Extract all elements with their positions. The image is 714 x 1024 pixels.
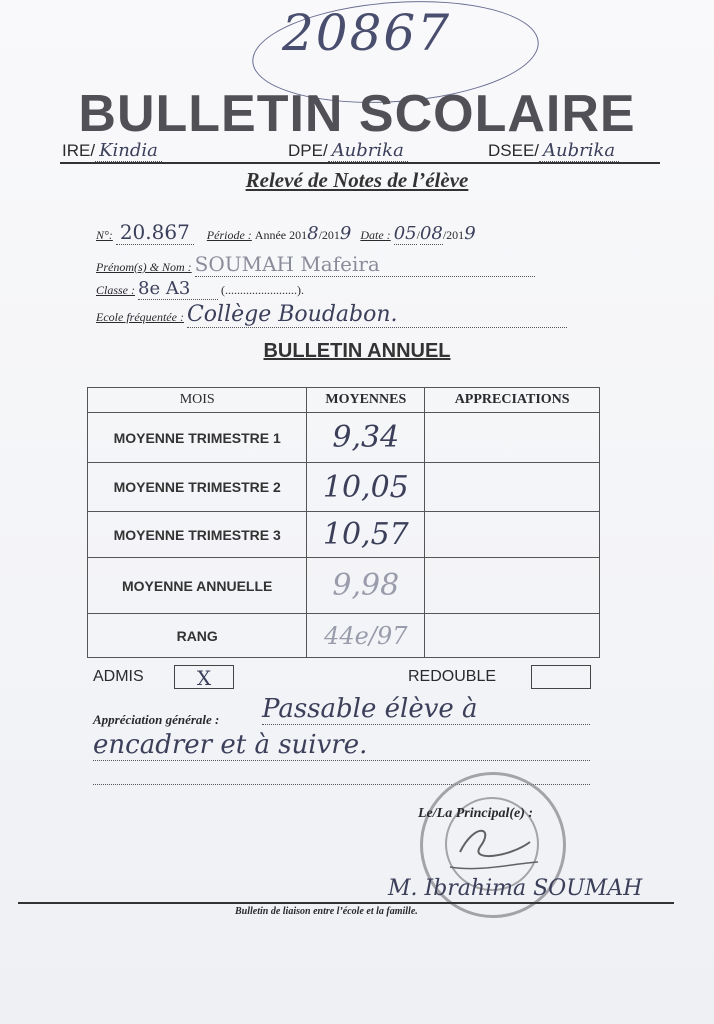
dpe-value: Aubrika [328, 140, 408, 162]
number-value: 20.867 [116, 220, 194, 245]
subtitle: Relevé de Notes de l’élève [245, 168, 469, 192]
admis-checkbox[interactable]: X [174, 665, 234, 689]
row-label: MOYENNE ANNUELLE [88, 558, 307, 614]
date-label: Date : [360, 228, 391, 242]
school-row [96, 302, 616, 328]
appreciation-label: Appréciation générale : [93, 712, 220, 727]
row-label: RANG [88, 614, 307, 658]
year-label: Année 201 [254, 228, 308, 242]
number-period-date-row: N°: 20.867 Période : Année 2018/2019 Date : 05/08/2019 [96, 220, 476, 244]
footer-text: Bulletin de liaison entre l’école et la famille. [235, 906, 418, 917]
year2-digit: 9 [339, 223, 352, 244]
row-appreciation [425, 413, 600, 463]
date-year-digit: 9 [464, 223, 476, 244]
name-row [96, 252, 596, 277]
row-value: 9,34 [307, 413, 425, 463]
document-number: 20867 [282, 4, 452, 62]
redouble-checkbox[interactable] [531, 665, 591, 689]
year1-digit: 8 [307, 223, 319, 244]
table-row [88, 614, 600, 658]
table-row [88, 463, 600, 512]
grades-header-row [88, 388, 600, 413]
grades-table [87, 387, 600, 658]
row-label: MOYENNE TRIMESTRE 1 [88, 413, 307, 463]
row-appreciation [425, 463, 600, 512]
name-label: Prénom(s) & Nom : [96, 260, 192, 274]
dsee-value: Aubrika [539, 140, 619, 162]
dpe-field [288, 140, 408, 161]
name-value: SOUMAH Mafeira [195, 252, 535, 277]
table-row [88, 558, 600, 614]
row-appreciation [425, 558, 600, 614]
date-year-prefix: /201 [442, 228, 465, 242]
class-paren: (........................). [221, 283, 304, 297]
table-row [88, 512, 600, 558]
section-title: BULLETIN ANNUEL [263, 340, 451, 362]
ire-value: Kindia [95, 140, 162, 162]
row-value: 9,98 [307, 558, 425, 614]
principal-label: Le/La Principal(e) : [418, 806, 534, 821]
ire-label: IRE/ [62, 141, 96, 160]
header-mois: MOIS [88, 388, 307, 413]
school-value: Collège Boudabon. [187, 302, 567, 328]
row-appreciation [425, 512, 600, 558]
row-value: 10,05 [307, 463, 425, 512]
table-row [88, 413, 600, 463]
page-title: BULLETIN SCOLAIRE [78, 85, 636, 143]
dpe-label: DPE/ [288, 141, 328, 160]
school-label: Ecole fréquentée : [96, 310, 184, 324]
header-appreciations: APPRECIATIONS [425, 388, 600, 413]
row-value: 44e/97 [307, 614, 425, 658]
class-value: 8e A3 [138, 278, 218, 300]
year-separator: /201 [318, 228, 340, 242]
row-value: 10,57 [307, 512, 425, 558]
row-appreciation [425, 614, 600, 658]
class-row [96, 278, 496, 300]
number-label: N°: [96, 228, 113, 242]
redouble-label: REDOUBLE [408, 668, 497, 685]
row-label: MOYENNE TRIMESTRE 2 [88, 463, 307, 512]
dsee-field [488, 140, 619, 161]
dsee-label: DSEE/ [488, 141, 540, 160]
appreciation-line1: Passable élève à [262, 694, 590, 725]
header-moyennes: MOYENNES [307, 388, 425, 413]
date-month: 08 [419, 223, 443, 244]
appreciation-line2: encadrer et à suivre. [93, 730, 590, 761]
header-divider [60, 162, 660, 164]
principal-name: M. Ibrahima SOUMAH [388, 876, 643, 901]
date-day: 05 [393, 223, 417, 244]
row-label: MOYENNE TRIMESTRE 3 [88, 512, 307, 558]
period-label: Période : [206, 228, 252, 242]
footer-divider [18, 902, 674, 904]
admis-label: ADMIS [93, 668, 144, 685]
ire-field [62, 140, 162, 161]
class-label: Classe : [96, 283, 135, 297]
